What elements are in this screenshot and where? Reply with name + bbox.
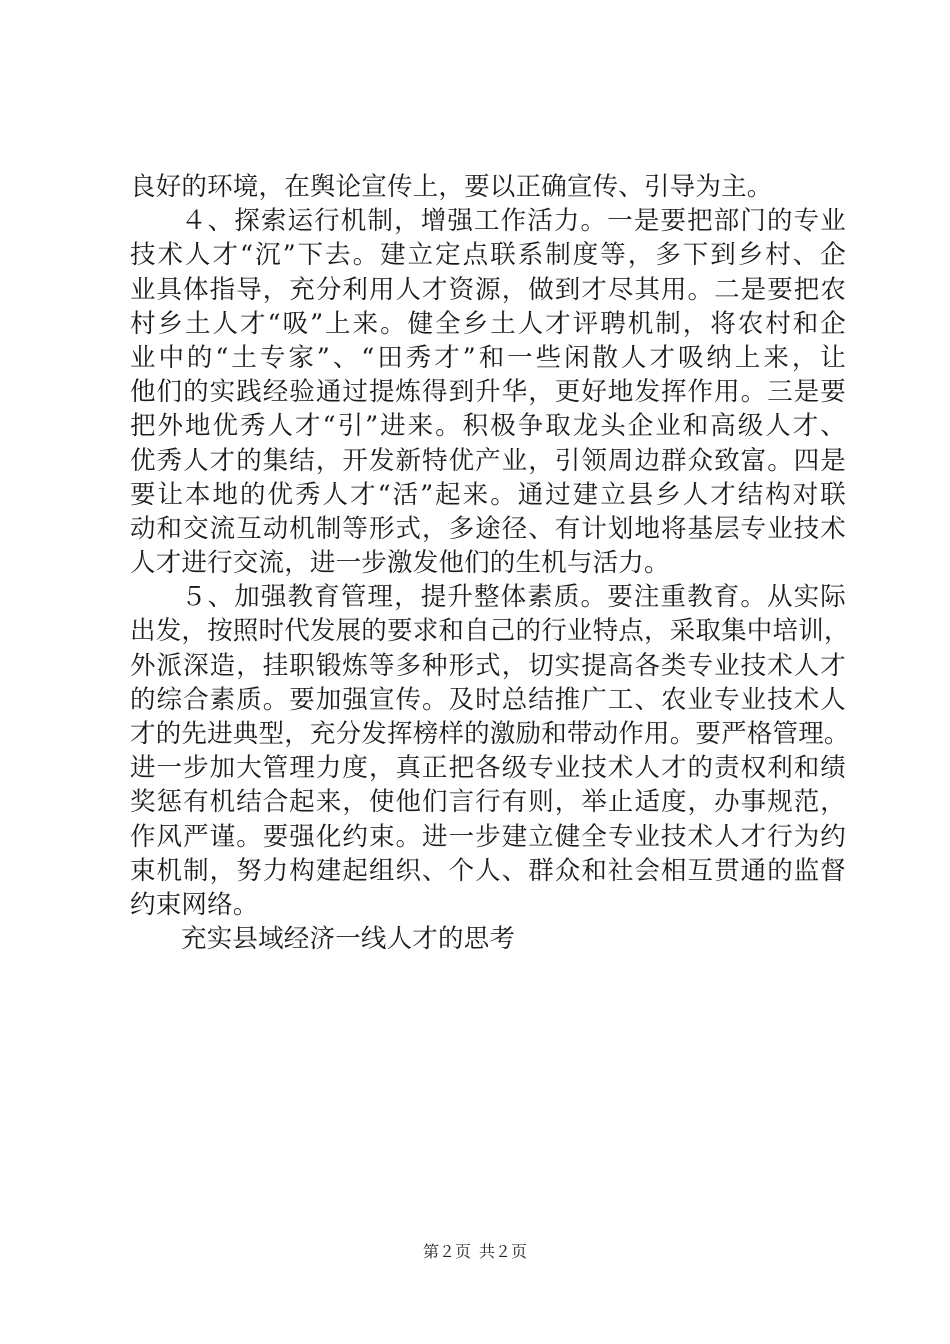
paragraph-line: 作风严谨。要强化约束。进一步建立健全专业技术人才行为约 [130, 821, 846, 852]
paragraph-line: 的综合素质。要加强宣传。及时总结推广工、农业专业技术人 [130, 684, 846, 715]
page-number: 第２页 [422, 1244, 471, 1261]
paragraph-line: 充实县域经济一线人才的思考 [181, 924, 516, 955]
document-body [130, 170, 850, 956]
paragraph-line: 动和交流互动机制等形式，多途径、有计划地将基层专业技术 [130, 513, 846, 544]
paragraph-line: 业中的“土专家”、“田秀才”和一些闲散人才吸纳上来，让 [130, 342, 846, 373]
paragraph-line: 外派深造，挂职锻炼等多种形式，切实提高各类专业技术人才 [130, 650, 846, 681]
paragraph-line: 奖惩有机结合起来，使他们言行有则，举止适度，办事规范， [130, 787, 846, 818]
paragraph-line: 束机制，努力构建起组织、个人、群众和社会相互贯通的监督 [130, 855, 846, 886]
paragraph-line: 优秀人才的集结，开发新特优产业，引领周边群众致富。四是 [130, 445, 846, 476]
paragraph-line: 业具体指导，充分利用人才资源，做到才尽其用。二是要把农 [130, 274, 846, 305]
page-footer [0, 1242, 950, 1264]
paragraph-line: 村乡土人才“吸”上来。健全乡土人才评聘机制，将农村和企 [130, 308, 846, 339]
paragraph [130, 204, 846, 580]
paragraph [130, 580, 850, 922]
paragraph-line: 进一步加大管理力度，真正把各级专业技术人才的责权利和绩 [130, 753, 846, 784]
paragraph-line: ４、探索运行机制，增强工作活力。一是要把部门的专业 [181, 206, 846, 237]
paragraph-line: 把外地优秀人才“引”进来。积极争取龙头企业和高级人才、 [130, 411, 846, 442]
paragraph-line: 人才进行交流，进一步激发他们的生机与活力。 [130, 548, 670, 579]
paragraph-line: 约束网络。 [130, 889, 259, 920]
paragraph [130, 922, 846, 956]
paragraph-line: 要让本地的优秀人才“活”起来。通过建立县乡人才结构对联 [130, 479, 846, 510]
paragraph-line: ５、加强教育管理，提升整体素质。要注重教育。从实际 [181, 582, 846, 613]
page-total: 共２页 [479, 1244, 528, 1261]
paragraph-line: 他们的实践经验通过提炼得到升华，更好地发挥作用。三是要 [130, 377, 846, 408]
paragraph-line: 才的先进典型，充分发挥榜样的激励和带动作用。要严格管理。 [130, 719, 850, 749]
paragraph [130, 170, 846, 204]
paragraph-line: 良好的环境，在舆论宣传上，要以正确宣传、引导为主。 [130, 172, 773, 202]
paragraph-line: 出发，按照时代发展的要求和自己的行业特点，采取集中培训， [130, 616, 850, 647]
paragraph-line: 技术人才“沉”下去。建立定点联系制度等，多下到乡村、企 [130, 240, 846, 271]
